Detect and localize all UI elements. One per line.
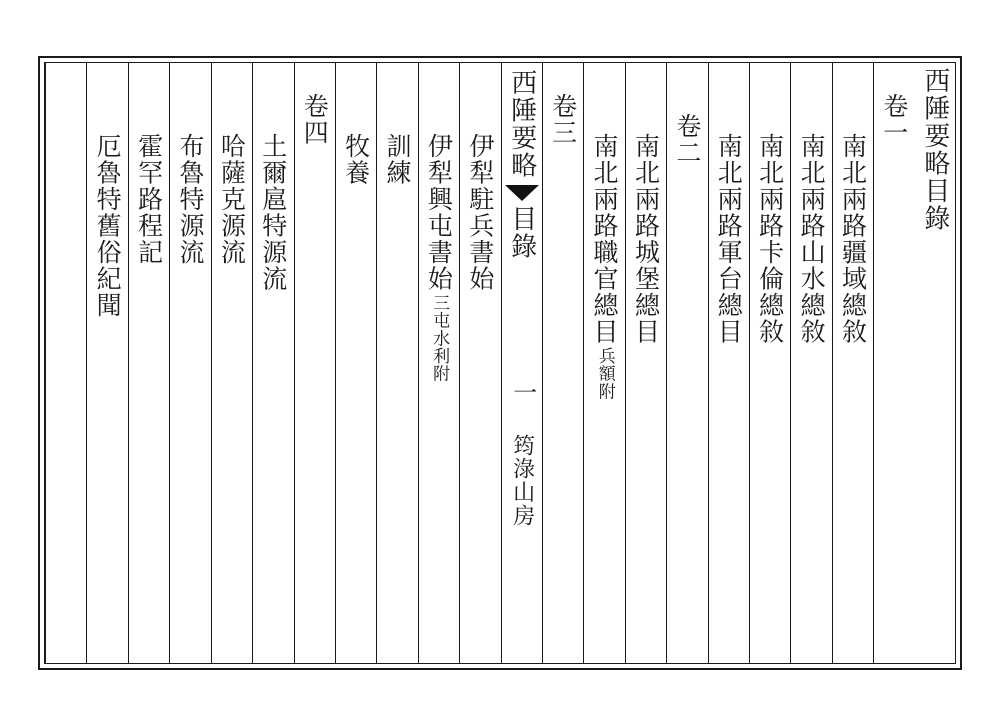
toc-entry: 伊犁駐兵書始 bbox=[465, 133, 495, 292]
toc-entry: 南北兩路疆域總敘 bbox=[838, 133, 868, 345]
column-blank bbox=[45, 63, 86, 663]
column-juan-1 bbox=[873, 63, 914, 663]
column-entry-12 bbox=[211, 63, 252, 663]
column-entry-4 bbox=[708, 63, 749, 663]
toc-entry: 南北兩路山水總敘 bbox=[797, 133, 827, 345]
toc-entry: 伊犁興屯書始 bbox=[424, 133, 454, 292]
column-title bbox=[915, 63, 955, 663]
column-entry-2 bbox=[790, 63, 831, 663]
toc-entry-note: 兵額附 bbox=[594, 347, 615, 401]
column-entry-14 bbox=[128, 63, 169, 663]
column-entry-6 bbox=[583, 63, 624, 663]
catalog-label: 目錄 bbox=[506, 205, 537, 261]
toc-entry: 牧養 bbox=[341, 133, 371, 186]
column-entry-1 bbox=[832, 63, 873, 663]
column-entry-11 bbox=[252, 63, 293, 663]
catalog-title: 西陲要略 bbox=[506, 69, 537, 180]
column-juan-2 bbox=[666, 63, 707, 663]
catalog-number: 一 bbox=[508, 380, 537, 406]
juan-label-2: 卷二 bbox=[672, 113, 702, 166]
toc-entry: 南北兩路軍台總目 bbox=[714, 133, 744, 345]
column-entry-9 bbox=[376, 63, 417, 663]
juan-label-3: 卷三 bbox=[548, 93, 578, 146]
column-entry-3 bbox=[749, 63, 790, 663]
toc-entry: 霍罕路程記 bbox=[134, 133, 164, 266]
column-entry-15 bbox=[86, 63, 127, 663]
toc-entry: 訓練 bbox=[383, 133, 413, 186]
column-entry-10 bbox=[335, 63, 376, 663]
column-entry-13 bbox=[169, 63, 210, 663]
page-title: 西陲要略目錄 bbox=[919, 67, 950, 233]
toc-entry-note: 三屯水利附 bbox=[429, 294, 450, 383]
publisher-name: 筠淥山房 bbox=[509, 433, 535, 528]
column-entry-8 bbox=[418, 63, 459, 663]
toc-entry: 布魯特源流 bbox=[175, 133, 205, 266]
toc-entry: 厄魯特舊俗紀聞 bbox=[93, 133, 123, 319]
column-catalog bbox=[501, 63, 542, 663]
triangle-ornament-icon bbox=[505, 185, 539, 201]
column-entry-7 bbox=[459, 63, 500, 663]
text-columns bbox=[45, 63, 955, 663]
toc-entry: 土爾扈特源流 bbox=[258, 133, 288, 292]
page-border-outer bbox=[38, 56, 962, 670]
toc-entry: 南北兩路職官總目 bbox=[590, 133, 620, 345]
column-juan-3 bbox=[542, 63, 583, 663]
juan-label-4: 卷四 bbox=[300, 93, 330, 146]
page-border-inner bbox=[44, 62, 956, 664]
juan-label-1: 卷一 bbox=[879, 93, 909, 146]
toc-entry: 南北兩路城堡總目 bbox=[631, 133, 661, 345]
column-juan-4 bbox=[294, 63, 335, 663]
column-entry-5 bbox=[625, 63, 666, 663]
toc-entry: 哈薩克源流 bbox=[217, 133, 247, 266]
toc-entry: 南北兩路卡倫總敘 bbox=[755, 133, 785, 345]
